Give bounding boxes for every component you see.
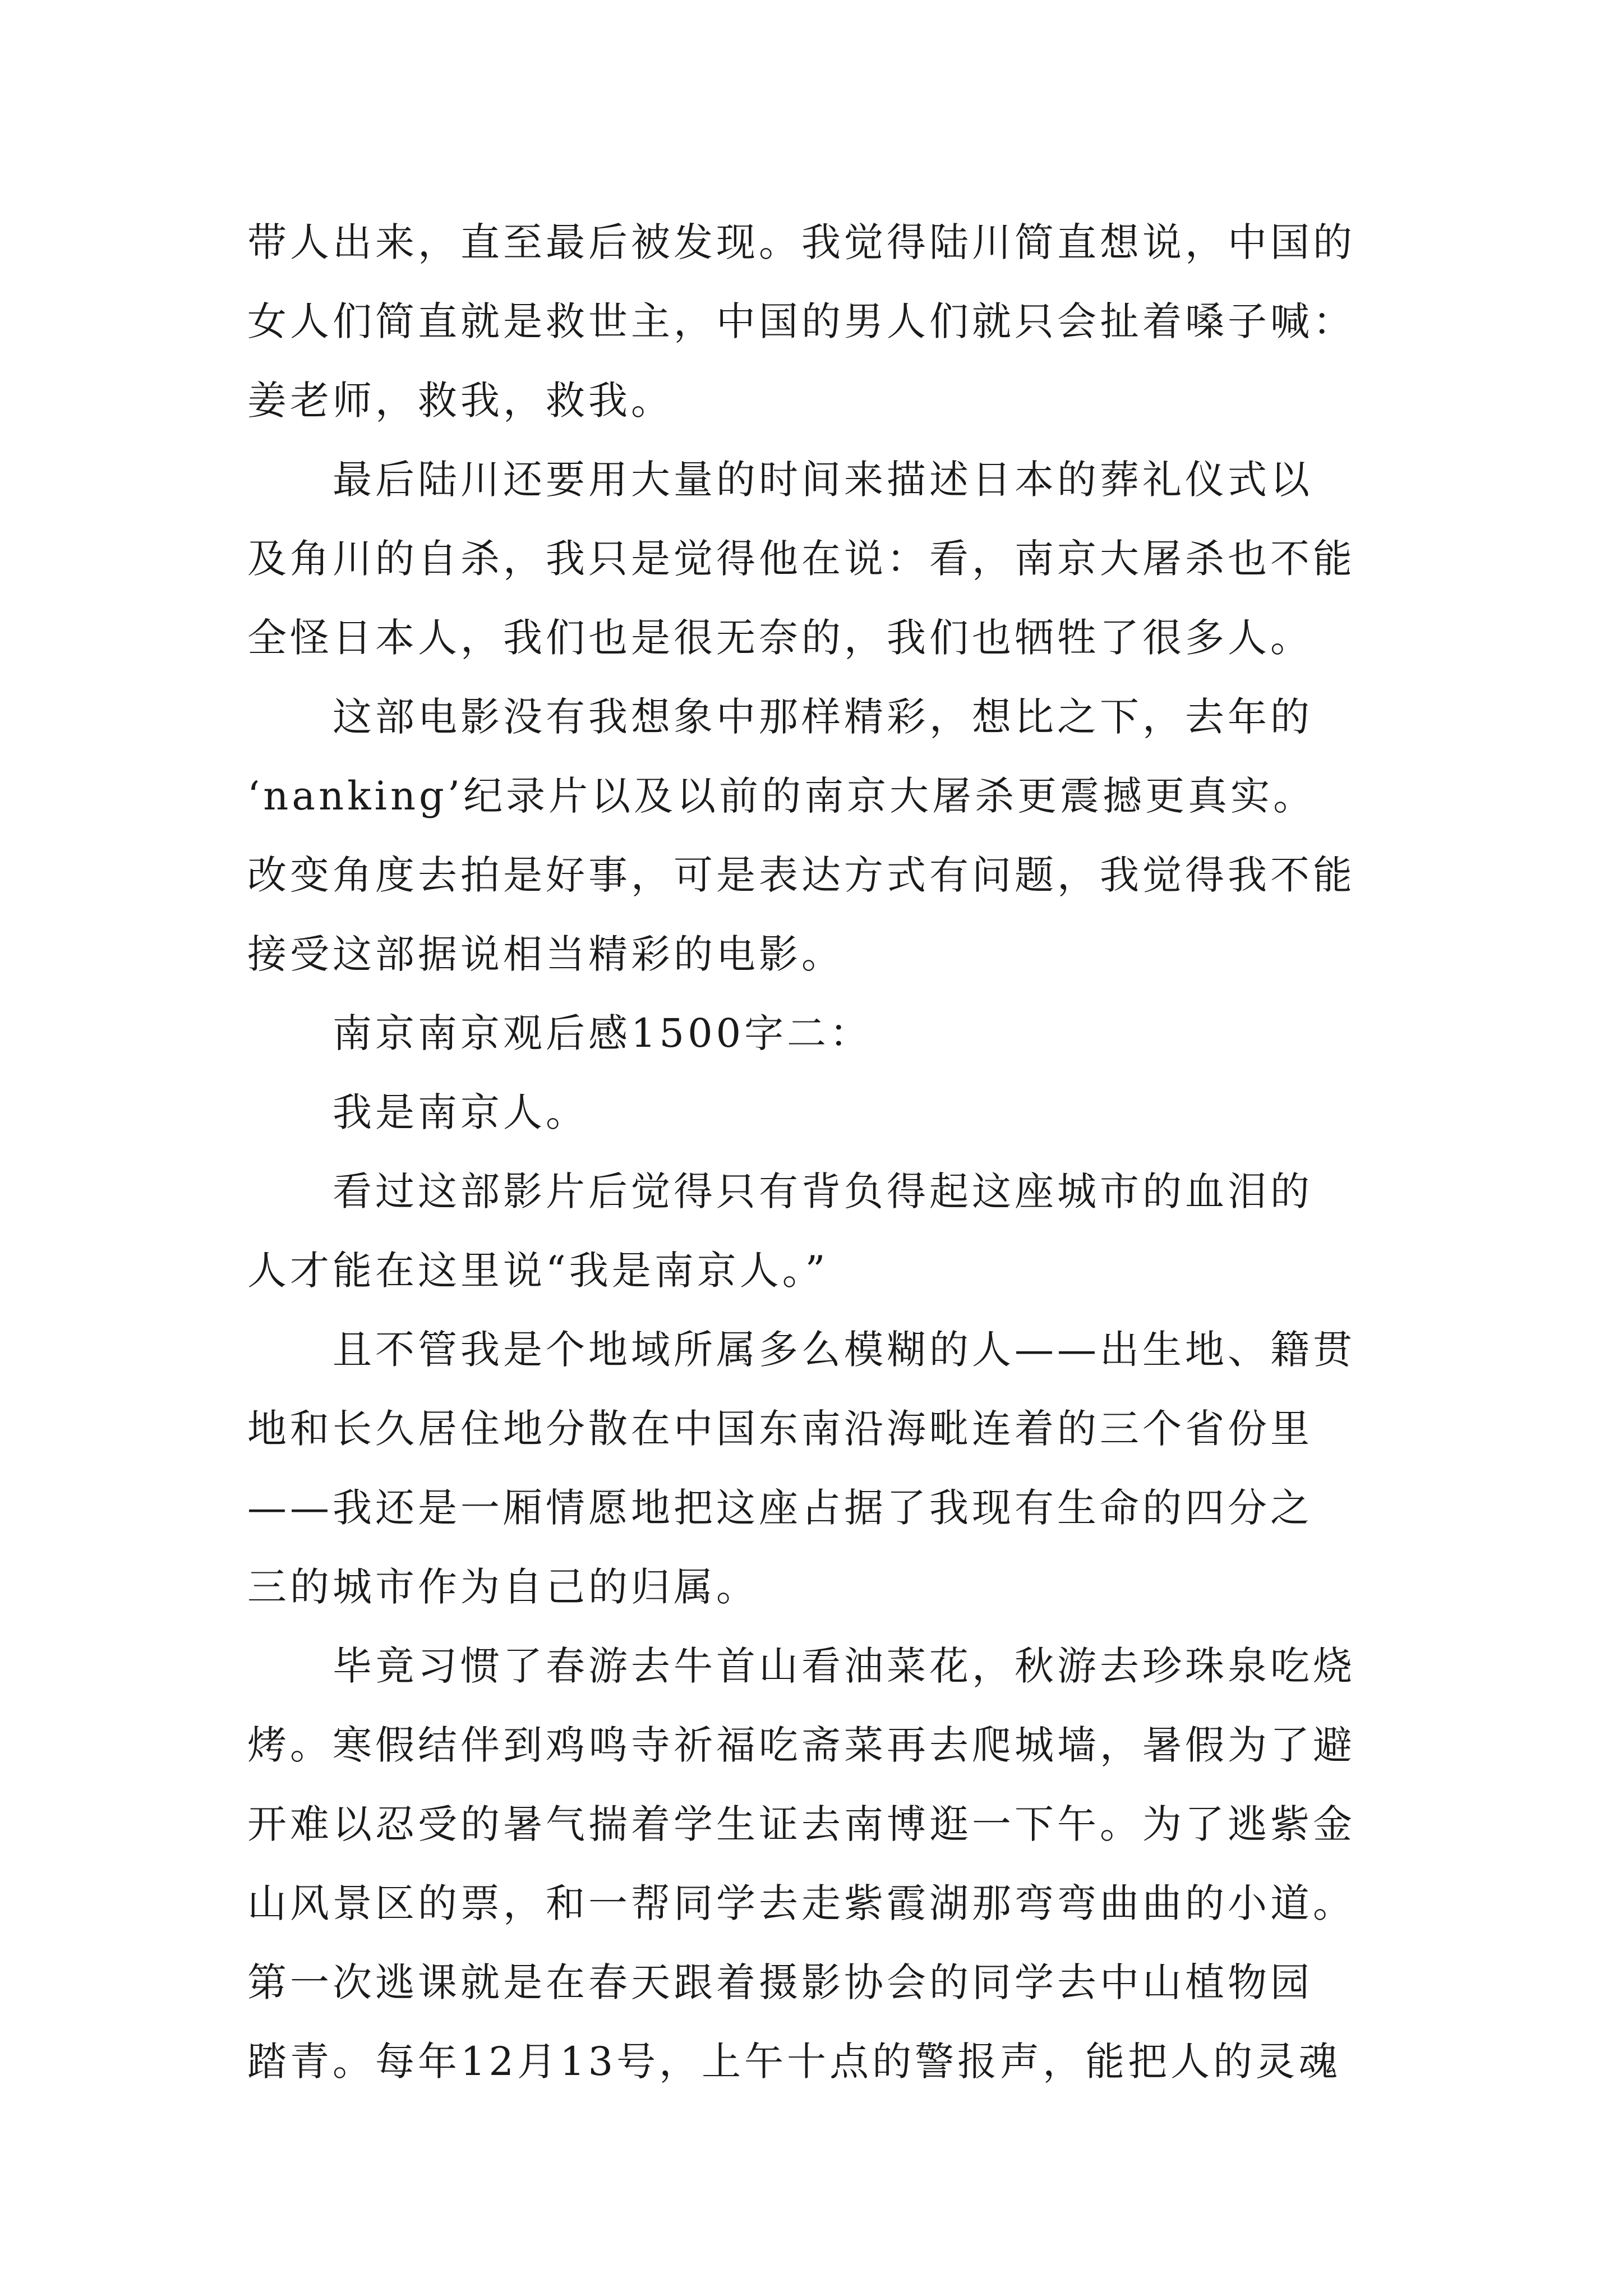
text-line: 带人出来，直至最后被发现。我觉得陆川简直想说，中国的 <box>247 219 1355 265</box>
text-line: 踏青。每年12月13号，上午十点的警报声，能把人的灵魂 <box>247 2039 1341 2085</box>
text-line: 毕竟习惯了春游去牛首山看油菜花，秋游去珍珠泉吃烧 <box>333 1643 1355 1689</box>
text-line: 烤。寒假结伴到鸡鸣寺祈福吃斋菜再去爬城墙，暑假为了避 <box>247 1722 1355 1768</box>
text-line: 且不管我是个地域所属多么模糊的人——出生地、籍贯 <box>333 1327 1355 1373</box>
text-line: 我是南京人。 <box>333 1089 588 1135</box>
text-line: 最后陆川还要用大量的时间来描述日本的葬礼仪式以 <box>333 457 1313 503</box>
text-line: 全怪日本人，我们也是很无奈的，我们也牺牲了很多人。 <box>247 615 1313 661</box>
text-line: 及角川的自杀，我只是觉得他在说：看，南京大屠杀也不能 <box>247 536 1355 582</box>
text-line: 这部电影没有我想象中那样精彩，想比之下，去年的 <box>333 694 1313 740</box>
text-line: 女人们简直就是救世主，中国的男人们就只会扯着嗓子喊： <box>247 298 1355 344</box>
section-heading: 南京南京观后感1500字二： <box>333 1010 873 1056</box>
text-line: ‘nanking’纪录片以及以前的南京大屠杀更震撼更真实。 <box>247 773 1316 819</box>
text-line: 姜老师，救我，救我。 <box>247 378 674 424</box>
text-line: 看过这部影片后觉得只有背负得起这座城市的血泪的 <box>333 1168 1313 1214</box>
text-line: 三的城市作为自己的归属。 <box>247 1564 759 1610</box>
text-line: 地和长久居住地分散在中国东南沿海毗连着的三个省份里 <box>247 1406 1313 1452</box>
text-line: 接受这部据说相当精彩的电影。 <box>247 931 844 977</box>
text-line: 山风景区的票，和一帮同学去走紫霞湖那弯弯曲曲的小道。 <box>247 1880 1355 1926</box>
text-line: ——我还是一厢情愿地把这座占据了我现有生命的四分之 <box>247 1485 1313 1531</box>
document-body <box>247 203 1385 2101</box>
text-line: 人才能在这里说“我是南京人。” <box>247 1248 829 1294</box>
text-line: 第一次逃课就是在春天跟着摄影协会的同学去中山植物园 <box>247 1959 1313 2005</box>
text-line: 开难以忍受的暑气揣着学生证去南博逛一下午。为了逃紫金 <box>247 1801 1355 1847</box>
text-line: 改变角度去拍是好事，可是表达方式有问题，我觉得我不能 <box>247 852 1355 898</box>
